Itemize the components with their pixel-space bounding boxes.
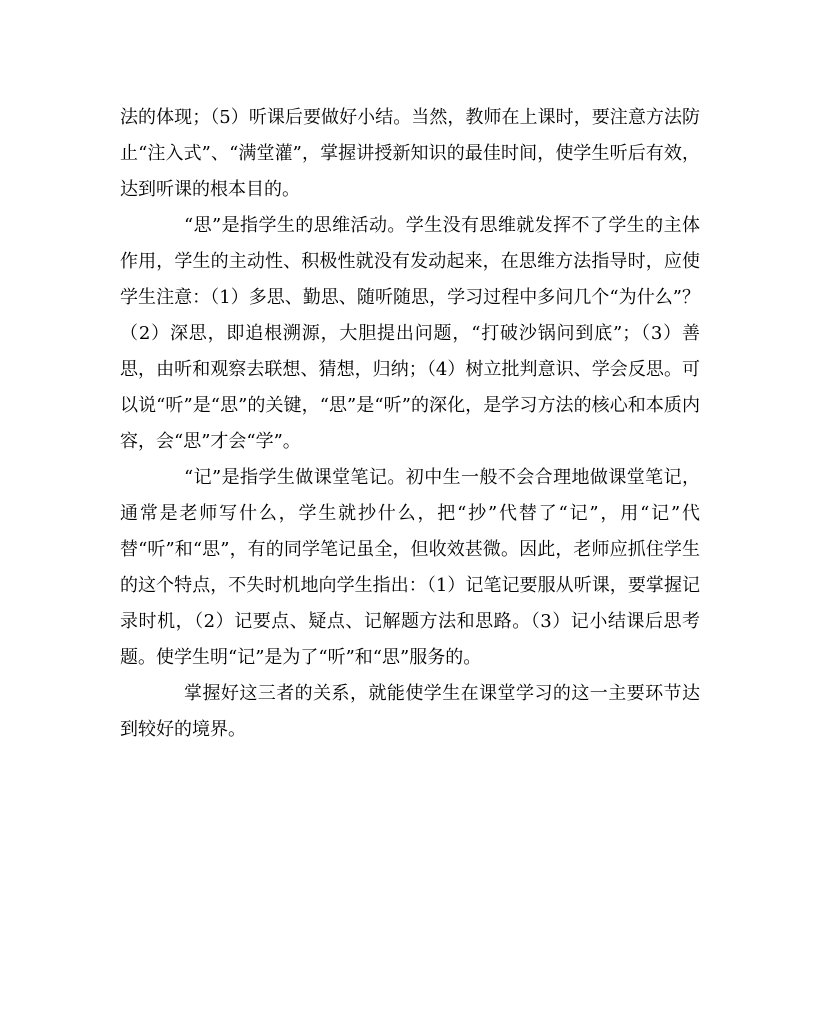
paragraph-3: “记”是指学生做课堂笔记。初中生一般不会合理地做课堂笔记，通常是老师写什么，学生就抄什么，把“抄”代替了“记”，用“记”代替“听”和“思”，有的同学笔记虽全，但收效甚微。因此，老师应抓住学生的这个特点，不失时机地向学生指出：（1）记笔记要服从听课，要掌握记录时机，（2）记要点、疑点、记解题方法和思路。（3）记小结课后思考题。使学生明“记”是为了“听”和“思”服务的。 bbox=[120, 467, 700, 668]
body-text bbox=[120, 100, 700, 748]
paragraph-2: “思”是指学生的思维活动。学生没有思维就发挥不了学生的主体作用，学生的主动性、积极性就没有发动起来，在思维方法指导时，应使学生注意：（1）多思、勤思、随听随思，学习过程中多问几个“为什么”？（2）深思，即追根溯源，大胆提出问题，“打破沙锅问到底”；（3）善思，由听和观察去联想、猜想，归纳；（4）树立批判意识、学会反思。可以说“听”是“思”的关键，“思”是“听”的深化，是学习方法的核心和本质内容，会“思”才会“学”。 bbox=[120, 215, 700, 452]
paragraph-1: 法的体现；（5）听课后要做好小结。当然，教师在上课时，要注意方法防止“注入式”、“满堂灌”，掌握讲授新知识的最佳时间，使学生听后有效，达到听课的根本目的。 bbox=[120, 107, 700, 200]
paragraph-4: 掌握好这三者的关系，就能使学生在课堂学习的这一主要环节达到较好的境界。 bbox=[120, 683, 700, 740]
